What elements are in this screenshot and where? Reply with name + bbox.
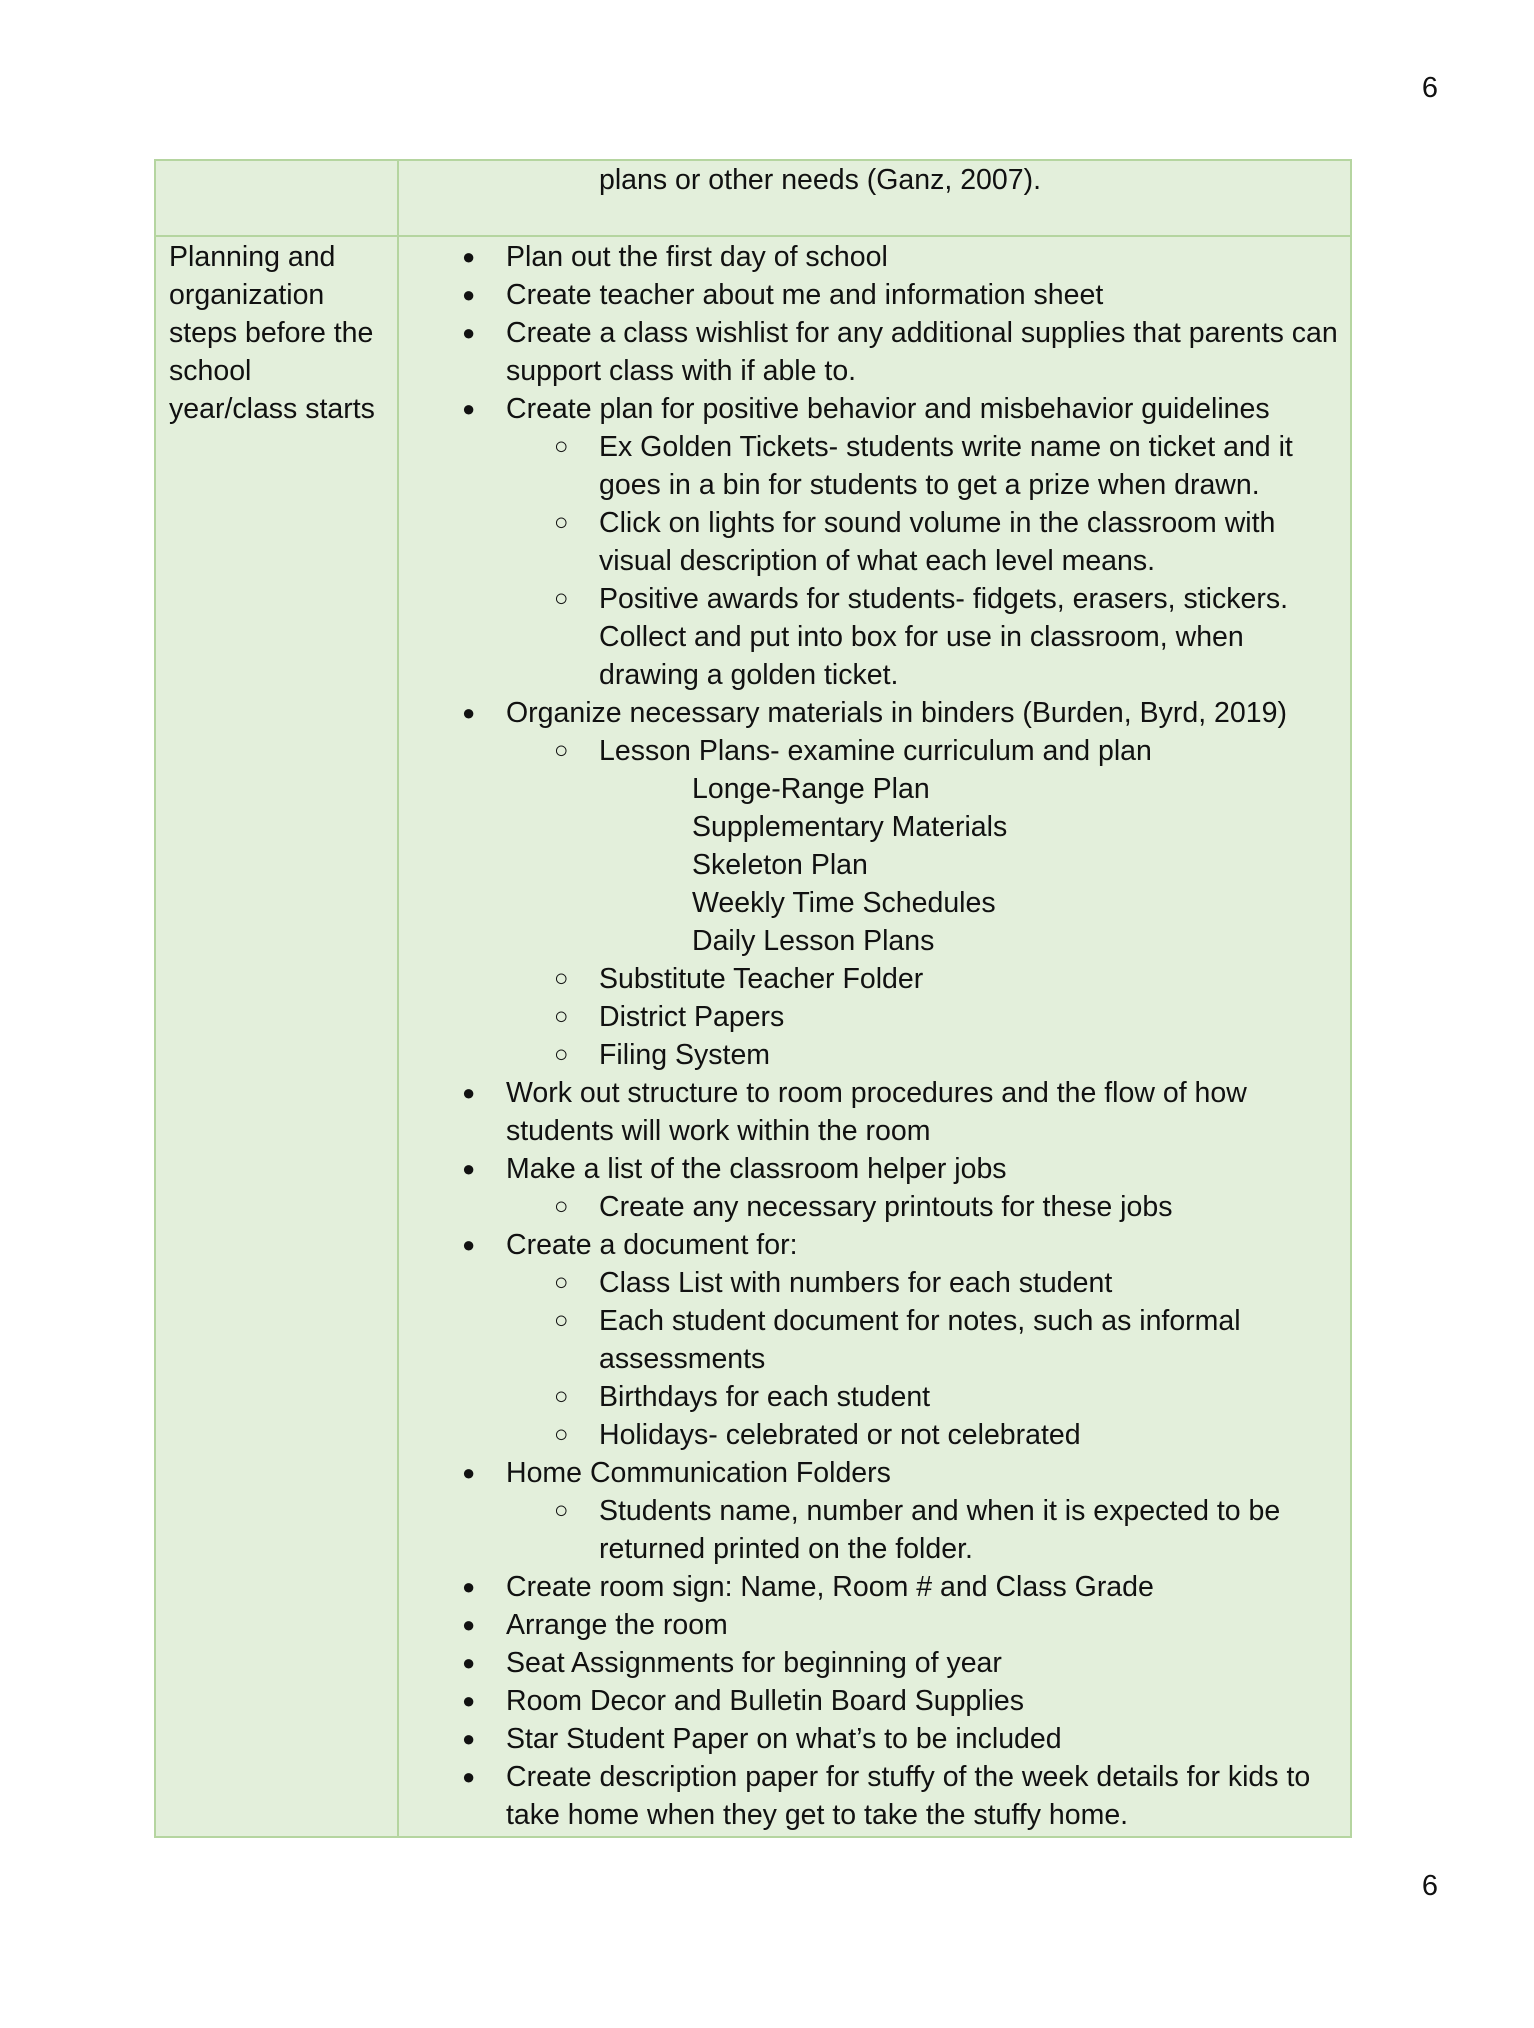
continuation-text: plans or other needs (Ganz, 2007). — [599, 164, 1042, 196]
list-item-text: Create a document for: — [506, 1229, 798, 1261]
list-item — [399, 1758, 1350, 1834]
hollow-bullet-icon: ○ — [554, 1497, 569, 1524]
list-item — [399, 276, 1350, 314]
filled-bullet-icon: ● — [462, 1612, 476, 1637]
hollow-bullet-icon: ○ — [554, 1269, 569, 1296]
planning-table — [154, 159, 1352, 1838]
table-row — [156, 161, 1350, 235]
list-item-text: take home when they get to take the stuffy home. — [506, 1799, 1129, 1831]
list-item — [399, 1416, 1350, 1454]
topic-line: year/class starts — [169, 393, 375, 425]
list-item — [399, 1036, 1350, 1074]
list-item — [399, 694, 1350, 732]
list-item-text: Lesson Plans- examine curriculum and plan — [599, 735, 1152, 767]
list-item-text: Star Student Paper on what’s to be included — [506, 1723, 1062, 1755]
list-item-text: Filing System — [599, 1039, 771, 1071]
list-item — [399, 1302, 1350, 1378]
topic-line: organization — [169, 279, 325, 311]
list-item — [399, 998, 1350, 1036]
list-item-text: returned printed on the folder. — [599, 1533, 973, 1565]
filled-bullet-icon: ● — [462, 1080, 476, 1105]
list-item — [399, 1226, 1350, 1264]
hollow-bullet-icon: ○ — [554, 1421, 569, 1448]
list-item-text: Ex Golden Tickets- students write name on ticket and it — [599, 431, 1293, 463]
list-item-text: students will work within the room — [506, 1115, 931, 1147]
list-item-text: Work out structure to room procedures and the flow of how — [506, 1077, 1247, 1109]
list-item-text: goes in a bin for students to get a prize when drawn. — [599, 469, 1260, 501]
list-item-text: Each student document for notes, such as informal — [599, 1305, 1241, 1337]
hollow-bullet-icon: ○ — [554, 737, 569, 764]
page-number-header: 6 — [1421, 72, 1438, 104]
hollow-bullet-icon: ○ — [554, 1193, 569, 1220]
filled-bullet-icon: ● — [462, 282, 476, 307]
list-item — [399, 884, 1350, 922]
list-item-text: assessments — [599, 1343, 766, 1375]
list-item — [399, 1074, 1350, 1150]
page-number-footer: 6 — [1421, 1870, 1438, 1902]
hollow-bullet-icon: ○ — [554, 1383, 569, 1410]
filled-bullet-icon: ● — [462, 320, 476, 345]
list-item — [399, 1264, 1350, 1302]
table-cell-topic — [156, 237, 399, 1836]
list-item-text: Create teacher about me and information sheet — [506, 279, 1104, 311]
list-item — [399, 1568, 1350, 1606]
list-item-text: Holidays- celebrated or not celebrated — [599, 1419, 1081, 1451]
list-item — [399, 580, 1350, 694]
list-item-text: Substitute Teacher Folder — [599, 963, 924, 995]
list-item-text: District Papers — [599, 1001, 785, 1033]
list-item — [399, 808, 1350, 846]
hollow-bullet-icon: ○ — [554, 965, 569, 992]
hollow-bullet-icon: ○ — [554, 1307, 569, 1334]
list-item — [399, 314, 1350, 390]
filled-bullet-icon: ● — [462, 1688, 476, 1713]
list-item — [399, 1188, 1350, 1226]
filled-bullet-icon: ● — [462, 1726, 476, 1751]
list-item — [399, 960, 1350, 998]
hollow-bullet-icon: ○ — [554, 1041, 569, 1068]
list-item — [399, 732, 1350, 770]
topic-line: school — [169, 355, 252, 387]
table-cell-left-empty — [156, 161, 399, 235]
hollow-bullet-icon: ○ — [554, 509, 569, 536]
list-item-text: drawing a golden ticket. — [599, 659, 899, 691]
topic-line: steps before the — [169, 317, 374, 349]
table-cell-checklist — [399, 237, 1350, 1836]
list-item — [399, 846, 1350, 884]
filled-bullet-icon: ● — [462, 1574, 476, 1599]
list-item-text: Organize necessary materials in binders (Burden, Byrd, 2019) — [506, 697, 1287, 729]
list-item-text: Daily Lesson Plans — [692, 925, 935, 957]
list-item — [399, 1492, 1350, 1568]
list-item-text: Create room sign: Name, Room # and Class Grade — [506, 1571, 1154, 1603]
hollow-bullet-icon: ○ — [554, 1003, 569, 1030]
list-item-text: Birthdays for each student — [599, 1381, 931, 1413]
list-item — [399, 1606, 1350, 1644]
list-item-text: Click on lights for sound volume in the classroom with — [599, 507, 1276, 539]
list-item-text: Positive awards for students- fidgets, erasers, stickers. — [599, 583, 1289, 615]
list-item-text: Weekly Time Schedules — [692, 887, 996, 919]
filled-bullet-icon: ● — [462, 396, 476, 421]
list-item — [399, 1150, 1350, 1188]
list-item-text: Create any necessary printouts for these jobs — [599, 1191, 1173, 1223]
list-item-text: Room Decor and Bulletin Board Supplies — [506, 1685, 1025, 1717]
list-item-text: Arrange the room — [506, 1609, 728, 1641]
list-item-text: Longe-Range Plan — [692, 773, 930, 805]
list-item-text: Create a class wishlist for any additional supplies that parents can — [506, 317, 1338, 349]
list-item-text: Class List with numbers for each student — [599, 1267, 1113, 1299]
list-item — [399, 504, 1350, 580]
filled-bullet-icon: ● — [462, 1156, 476, 1181]
list-item-text: Skeleton Plan — [692, 849, 868, 881]
list-item-text: Home Communication Folders — [506, 1457, 891, 1489]
topic-line: Planning and — [169, 241, 336, 273]
list-item-text: Create plan for positive behavior and misbehavior guidelines — [506, 393, 1270, 425]
filled-bullet-icon: ● — [462, 1764, 476, 1789]
filled-bullet-icon: ● — [462, 1232, 476, 1257]
list-item — [399, 1720, 1350, 1758]
table-cell-right — [399, 161, 1350, 235]
hollow-bullet-icon: ○ — [554, 433, 569, 460]
list-item — [399, 428, 1350, 504]
filled-bullet-icon: ● — [462, 1650, 476, 1675]
list-item — [399, 922, 1350, 960]
list-item-text: Make a list of the classroom helper jobs — [506, 1153, 1007, 1185]
list-item — [399, 1454, 1350, 1492]
hollow-bullet-icon: ○ — [554, 585, 569, 612]
table-row — [156, 235, 1350, 1836]
list-item — [399, 1682, 1350, 1720]
list-item-text: Collect and put into box for use in classroom, when — [599, 621, 1244, 653]
list-item-text: Supplementary Materials — [692, 811, 1008, 843]
filled-bullet-icon: ● — [462, 1460, 476, 1485]
list-item-text: Plan out the first day of school — [506, 241, 888, 273]
list-item-text: visual description of what each level means. — [599, 545, 1156, 577]
list-item-text: Create description paper for stuffy of the week details for kids to — [506, 1761, 1311, 1793]
filled-bullet-icon: ● — [462, 244, 476, 269]
list-item-text: support class with if able to. — [506, 355, 857, 387]
list-item — [399, 1378, 1350, 1416]
list-item-text: Seat Assignments for beginning of year — [506, 1647, 1002, 1679]
list-item — [399, 238, 1350, 276]
filled-bullet-icon: ● — [462, 700, 476, 725]
list-item — [399, 1644, 1350, 1682]
list-item — [399, 390, 1350, 428]
list-item-text: Students name, number and when it is expected to be — [599, 1495, 1281, 1527]
list-item — [399, 770, 1350, 808]
